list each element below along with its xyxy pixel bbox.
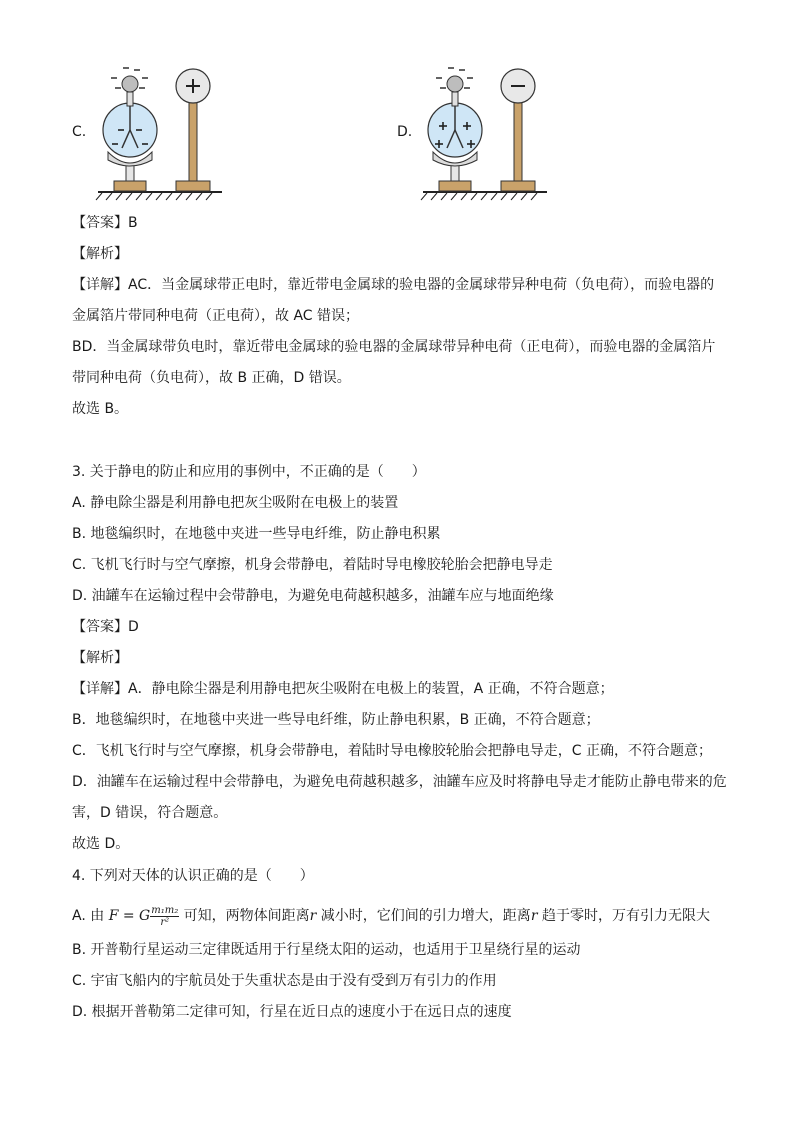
q3-stem: 3. 关于静电的防止和应用的事例中，不正确的是（ ） [72,464,426,480]
q4a-mid-1: 可知，两物体间距离 [179,908,310,924]
q2-conclusion: 故选 B。 [72,401,129,417]
q4a-formula-numerator: m₁m₂ [151,904,179,916]
q4a-mid-2: 减小时，它们间的引力增大，距离 [316,908,531,924]
q4a-var-r-2: r [530,908,538,924]
q4-option-b: B. 开普勒行星运动三定律既适用于行星绕太阳的运动，也适用于卫星绕行星的运动 [72,942,581,958]
q2-detail-line-3: BD．当金属球带负电时，靠近带电金属球的验电器的金属球带异种电荷（正电荷），而验电器的金属箔片 [72,339,716,355]
figure-c-label: C. [72,124,87,140]
q3-conclusion: 故选 D。 [72,836,130,852]
q4-option-a [72,902,710,930]
q4a-prefix: A. 由 [72,908,109,924]
q3-analysis-heading: 【解析】 [72,650,128,666]
q3-option-b: B. 地毯编织时，在地毯中夹进一些导电纤维，防止静电积累 [72,526,441,542]
q2-analysis-heading: 【解析】 [72,246,128,262]
q4a-formula-lhs: F = G [108,908,151,924]
q4-option-d: D. 根据开普勒第二定律可知，行星在近日点的速度小于在远日点的速度 [72,1004,512,1020]
figure-c-electroscope [90,64,230,204]
q4a-formula-fraction [150,905,179,928]
q4-option-c: C. 宇宙飞船内的宇航员处于失重状态是由于没有受到万有引力的作用 [72,973,497,989]
q4a-var-r-1: r [309,908,317,924]
q4a-suffix: 趋于零时，万有引力无限大 [537,908,710,924]
q3-option-c: C. 飞机飞行时与空气摩擦，机身会带静电，着陆时导电橡胶轮胎会把静电导走 [72,557,553,573]
q3-option-d: D. 油罐车在运输过程中会带静电，为避免电荷越积越多，油罐车应与地面绝缘 [72,588,554,604]
q2-detail-line-4: 带同种电荷（负电荷），故 B 正确，D 错误。 [72,370,351,386]
figure-d-label: D. [397,124,413,140]
q2-detail-line-2: 金属箔片带同种电荷（正电荷），故 AC 错误； [72,308,360,324]
q3-detail-line-1: 【详解】A．静电除尘器是利用静电把灰尘吸附在电极上的装置，A 正确，不符合题意； [72,681,614,697]
figure-d-electroscope [415,64,555,204]
q3-option-a: A. 静电除尘器是利用静电把灰尘吸附在电极上的装置 [72,495,399,511]
q3-detail-line-5: 害，D 错误，符合题意。 [72,805,228,821]
q4-stem: 4. 下列对天体的认识正确的是（ ） [72,868,314,884]
q3-detail-line-4: D．油罐车在运输过程中会带静电，为避免电荷越积越多，油罐车应及时将静电导走才能防止静电带来的危 [72,774,727,790]
q3-answer: 【答案】D [72,619,139,635]
q3-detail-line-2: B．地毯编织时，在地毯中夹进一些导电纤维，防止静电积累，B 正确，不符合题意； [72,712,600,728]
q4a-formula-denominator: r² [160,916,170,928]
q2-answer: 【答案】B [72,215,138,231]
q2-detail-line-1: 【详解】AC．当金属球带正电时，靠近带电金属球的验电器的金属球带异种电荷（负电荷），而验电器的 [72,277,715,293]
q3-detail-line-3: C．飞机飞行时与空气摩擦，机身会带静电，着陆时导电橡胶轮胎会把静电导走，C 正确，不符合题意； [72,743,712,759]
